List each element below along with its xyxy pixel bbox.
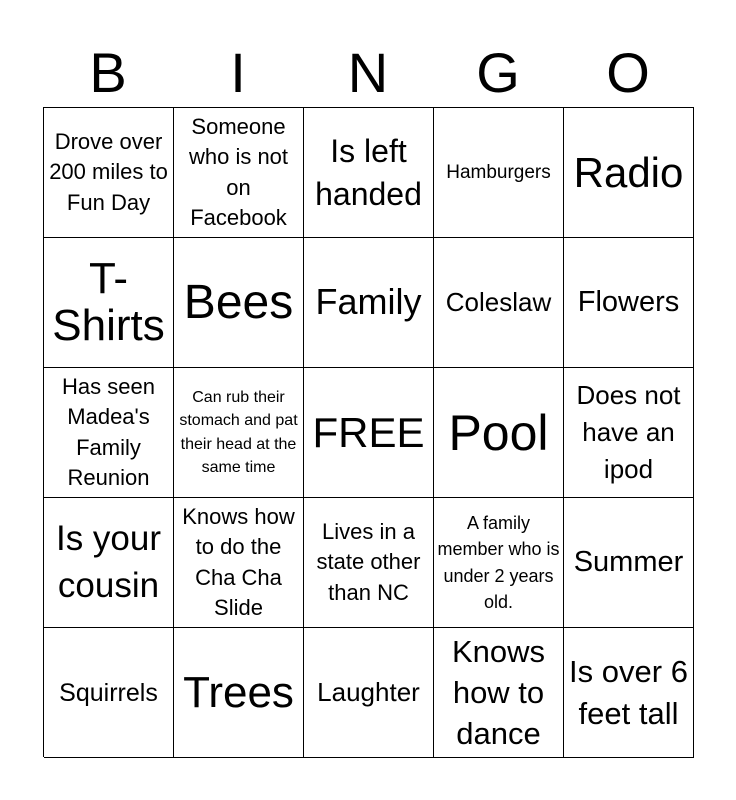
bingo-cell[interactable] (174, 108, 304, 238)
bingo-cell[interactable] (434, 628, 564, 758)
cell-text: FREE (312, 408, 425, 456)
bingo-cell[interactable] (564, 368, 694, 498)
cell-text: Has seen Madea's Family Reunion (62, 373, 155, 490)
bingo-cell[interactable] (44, 368, 174, 498)
header-letter-o: O (606, 41, 650, 104)
header-letter-n: N (347, 41, 389, 104)
cell-text: Bees (183, 275, 294, 329)
bingo-cell[interactable] (174, 238, 304, 368)
bingo-cell[interactable] (434, 368, 564, 498)
cell-text: Does not have an ipod (576, 380, 681, 484)
cell-text: Summer (573, 546, 684, 579)
bingo-cell[interactable] (174, 368, 304, 498)
cell-text: Radio (573, 148, 684, 196)
cell-text: Knows how to dance (451, 633, 546, 752)
bingo-cell[interactable] (434, 498, 564, 628)
header-letter-b: B (89, 41, 127, 104)
bingo-cell[interactable] (44, 628, 174, 758)
bingo-cell[interactable] (434, 108, 564, 238)
bingo-cell[interactable] (304, 498, 434, 628)
cell-text: A family member who is under 2 years old. (437, 513, 560, 612)
bingo-cell[interactable] (564, 628, 694, 758)
bingo-cell[interactable] (304, 368, 434, 498)
cell-text: Lives in a state other than NC (316, 518, 421, 605)
cell-text: Someone who is not on Facebook (188, 113, 289, 230)
bingo-cell[interactable] (434, 238, 564, 368)
cell-text: Squirrels (59, 678, 158, 707)
bingo-cell[interactable] (174, 498, 304, 628)
cell-text: Knows how to do the Cha Cha Slide (182, 503, 295, 620)
cell-text: T-Shirts (52, 254, 165, 350)
cell-text: Pool (448, 404, 549, 461)
bingo-cell[interactable] (564, 108, 694, 238)
bingo-cell[interactable] (44, 238, 174, 368)
cell-text: Coleslaw (445, 286, 552, 317)
bingo-cell[interactable] (304, 108, 434, 238)
cell-text: Is your cousin (55, 518, 162, 605)
cell-text: Is over 6 feet tall (569, 654, 688, 731)
bingo-cell[interactable] (304, 628, 434, 758)
bingo-cell[interactable] (564, 238, 694, 368)
bingo-cell[interactable] (44, 108, 174, 238)
cell-text: Laughter (317, 676, 420, 707)
bingo-cell[interactable] (564, 498, 694, 628)
cell-text: Hamburgers (446, 161, 551, 183)
bingo-cell[interactable] (174, 628, 304, 758)
bingo-cell[interactable] (304, 238, 434, 368)
header-letter-i: I (230, 41, 246, 104)
cell-text: Is left handed (315, 133, 422, 212)
bingo-board (43, 107, 694, 757)
cell-text: Can rub their stomach and pat their head at the same time (179, 389, 298, 476)
bingo-header (43, 40, 693, 106)
cell-text: Drove over 200 miles to Fun Day (49, 128, 168, 215)
header-letter-g: G (476, 41, 520, 104)
cell-text: Family (315, 281, 422, 323)
cell-text: Trees (183, 667, 294, 717)
bingo-cell[interactable] (44, 498, 174, 628)
cell-text: Flowers (577, 286, 680, 319)
